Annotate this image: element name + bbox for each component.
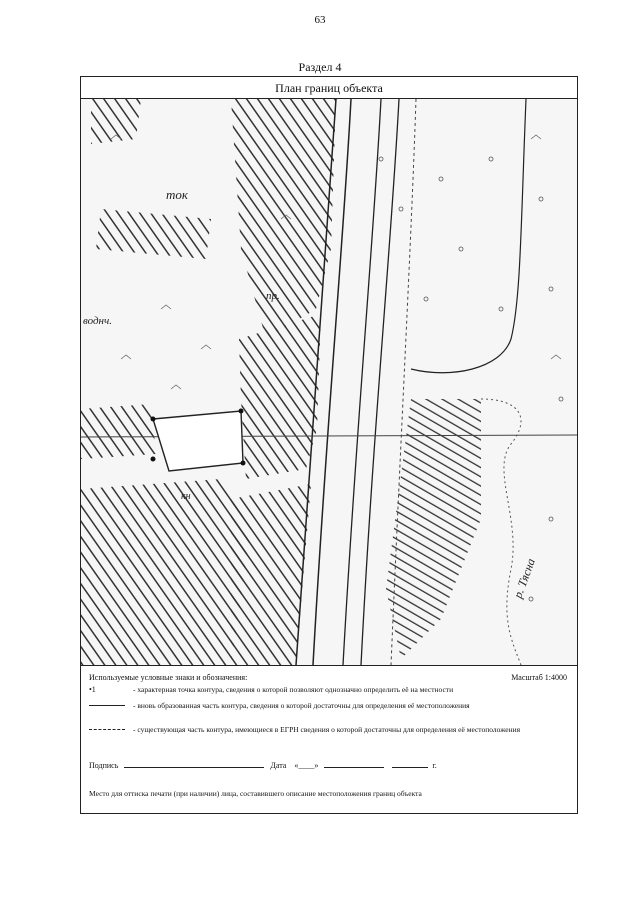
legend-text: - характерная точка контура, сведения о которой позволяют однозначно определить её на местности bbox=[133, 685, 454, 694]
legend-heading: Используемые условные знаки и обозначения: bbox=[89, 673, 248, 682]
stamp-placeholder: Место для оттиска печати (при наличии) лица, составившего описание местоположения границ объекта bbox=[89, 789, 422, 798]
point-symbol: •1 bbox=[89, 685, 96, 694]
legend-item-existing-contour bbox=[89, 725, 569, 745]
map-label-tok: ток bbox=[166, 187, 188, 202]
map-label-river: р. Тясна bbox=[510, 556, 538, 601]
hatched-area-corner bbox=[91, 99, 141, 144]
scale-label: Масштаб 1:4000 bbox=[511, 673, 567, 682]
legend-text: - существующая часть контура, имеющиеся в ЕГРН сведения о которой достаточны для определения её местоположения bbox=[133, 725, 521, 734]
map-image bbox=[81, 99, 577, 666]
year-suffix: г. bbox=[432, 761, 437, 770]
page-number: 63 bbox=[314, 14, 326, 26]
map-label-kn: кн bbox=[181, 491, 191, 502]
dashed-line-symbol bbox=[89, 725, 125, 730]
signature-line bbox=[89, 761, 569, 770]
map-label-vodnch: воднч. bbox=[83, 315, 113, 327]
hatched-area-southwest bbox=[81, 479, 251, 665]
date-open: «____» bbox=[294, 761, 319, 770]
object-boundary bbox=[153, 411, 243, 471]
plan-title: План границ объекта bbox=[81, 77, 577, 99]
hatched-area-center bbox=[239, 314, 321, 479]
legend-item-point bbox=[89, 685, 569, 697]
map-label-pr: пр. bbox=[266, 290, 280, 302]
legend-text: - вновь образованная часть контура, сведения о которой достаточны для определения её местоположения bbox=[133, 701, 470, 710]
solid-line-symbol bbox=[89, 701, 125, 706]
plan-frame bbox=[80, 76, 578, 814]
topographic-map-svg bbox=[81, 99, 577, 665]
signature-label: Подпись bbox=[89, 761, 119, 770]
hatched-area-west bbox=[81, 404, 156, 459]
section-title: Раздел 4 bbox=[298, 60, 342, 74]
legend-item-new-contour bbox=[89, 701, 569, 721]
date-label: Дата bbox=[270, 761, 287, 770]
